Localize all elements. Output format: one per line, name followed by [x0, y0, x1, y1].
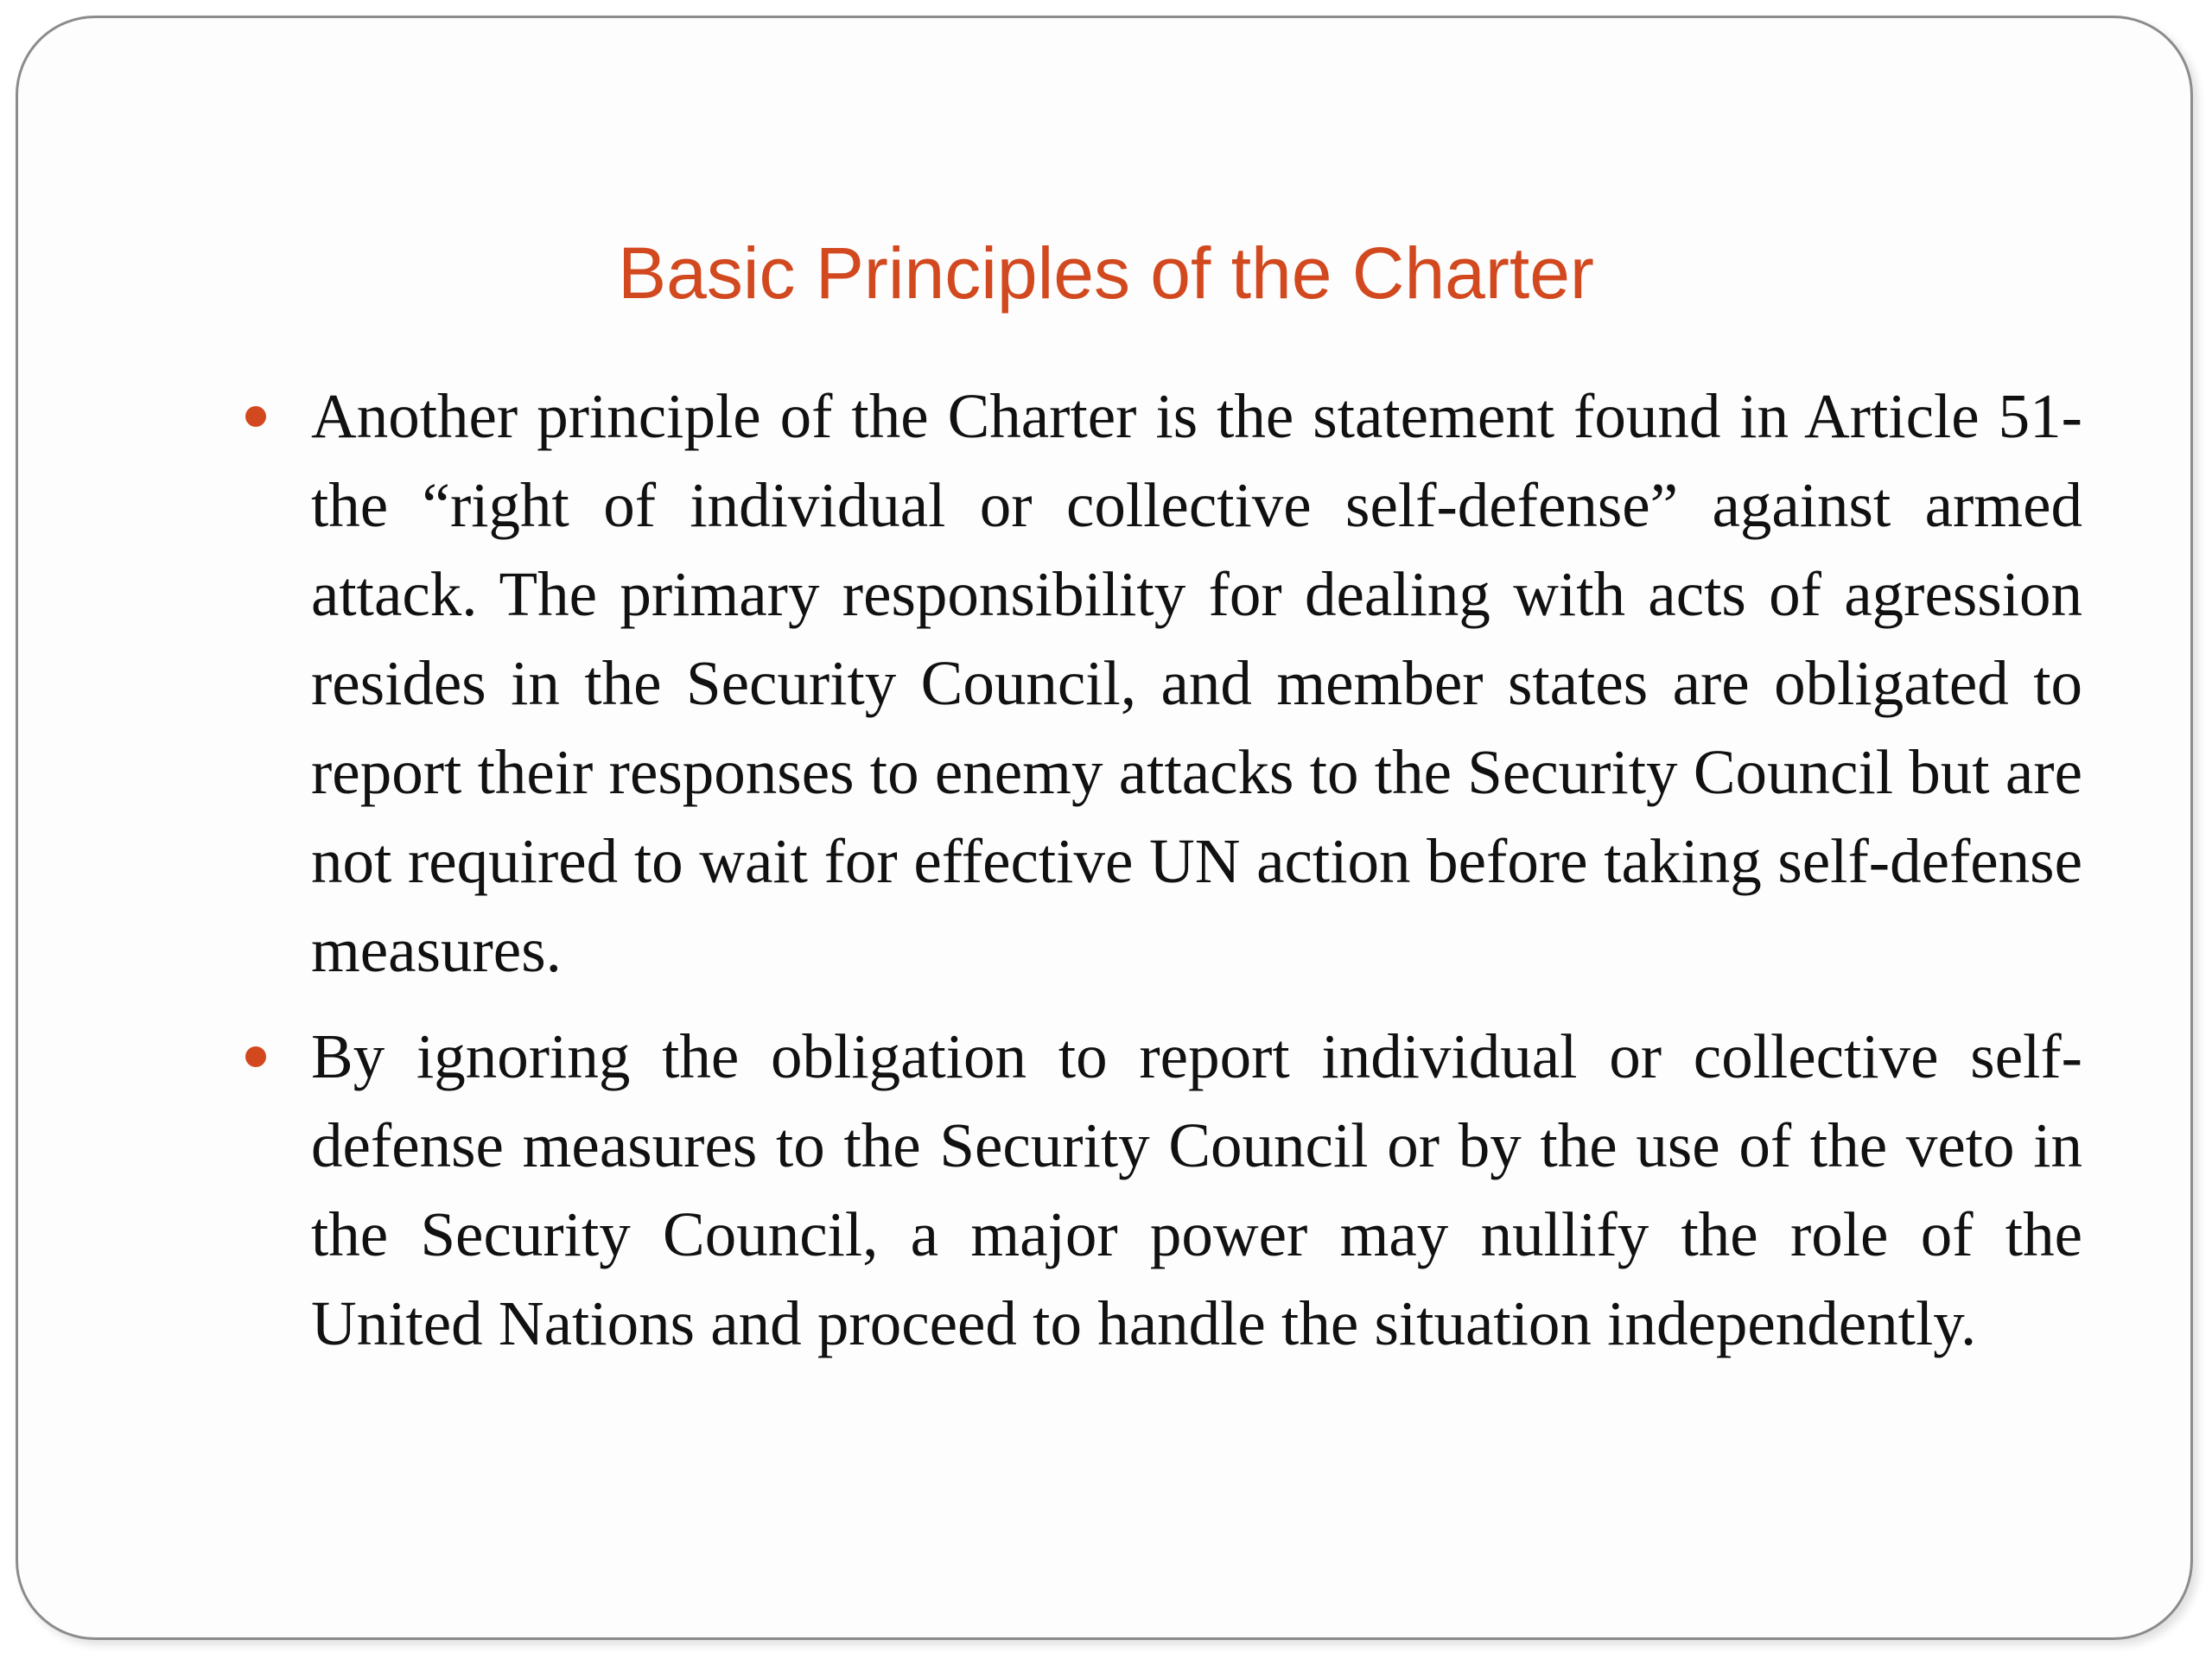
bullet-text: By ignoring the obligation to report individual or collective self-defense measures to the Security Council or by the use of the veto in the Security Council, a major power may nullify the role of the United Nations and proceed to handle the situation independently.	[311, 1021, 2082, 1358]
bullet-list	[311, 372, 2082, 1385]
bullet-item	[311, 372, 2082, 995]
slide-title: Basic Principles of the Charter	[618, 232, 1594, 314]
bullet-dot-icon	[245, 406, 266, 427]
bullet-dot-icon	[245, 1046, 266, 1067]
bullet-text: Another principle of the Charter is the statement found in Article 51- the “right of individual or collective self-defense” against armed attack. The primary responsibility for dealing with acts of agression resides in the Security Council, and member states are obligated to report their responses to enemy attacks to the Security Council but are not required to wait for effective UN action before taking self-defense measures.	[311, 381, 2082, 985]
bullet-item	[311, 1012, 2082, 1368]
